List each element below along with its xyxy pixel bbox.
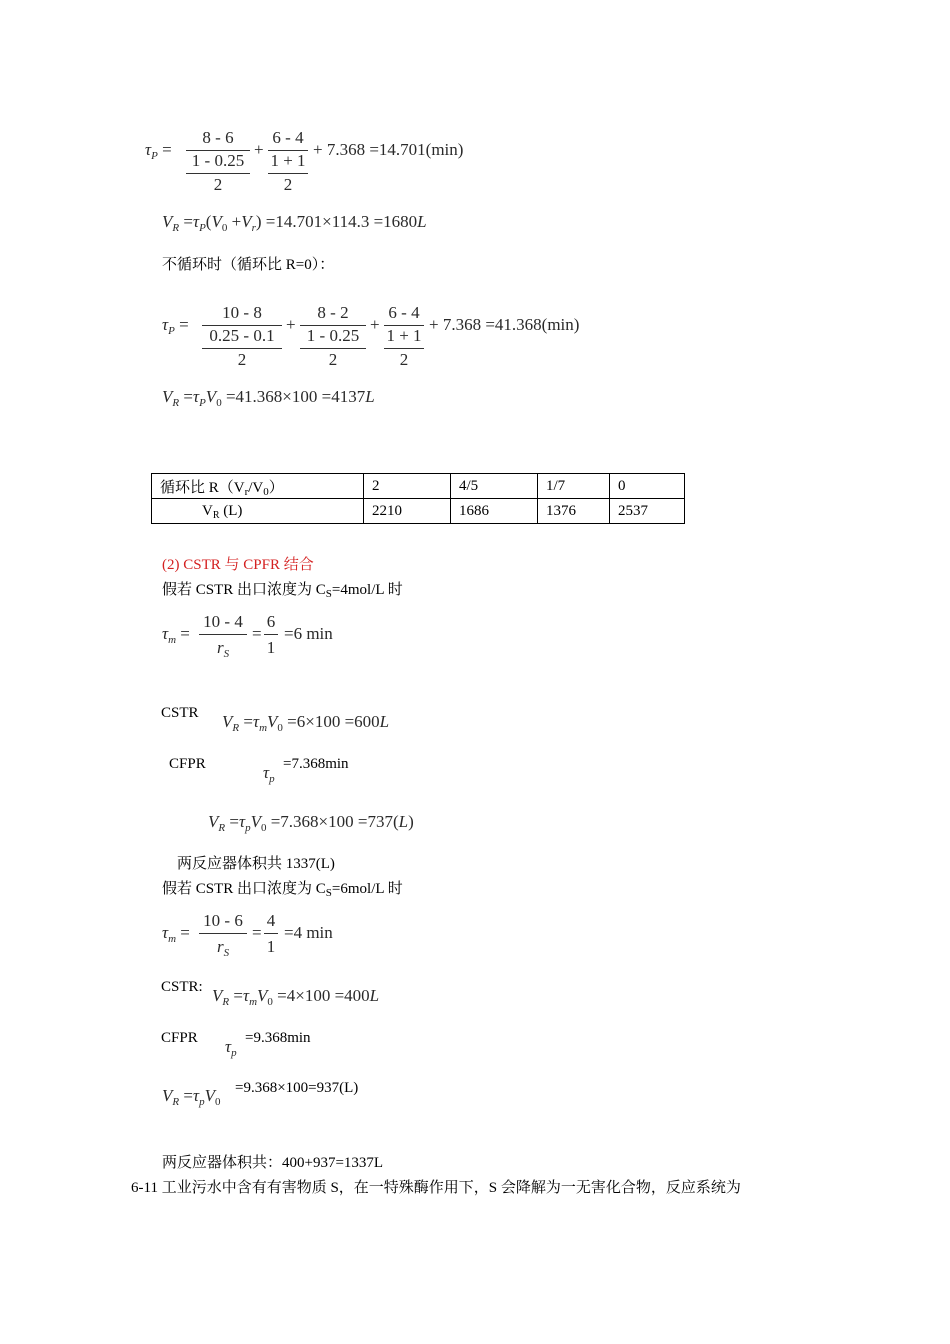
cstr-label: CSTR: <box>161 979 203 995</box>
case1-total: 两反应器体积共 1337(L) <box>177 856 335 872</box>
tau-p-symbol: $\tau_p$ <box>225 1037 237 1059</box>
case2-intro: 假若 CSTR 出口浓度为 $C_S=6mol/L$ 时 <box>162 881 403 899</box>
fraction-numerator: 6 <box>266 612 276 631</box>
fraction-numerator: 4 <box>266 911 276 930</box>
section-heading: (2) CSTR 与 CPFR 结合 <box>162 557 314 573</box>
fraction-bar <box>199 634 247 635</box>
eq-vr-norecycle: $V_R =\tau_PV_0 =41.368\times 100 =4137L$ <box>162 387 375 409</box>
equation-tail: + 7.368 =14.701(min) <box>313 140 464 159</box>
eq-vr-cfpr-case1: $V_R =\tau_pV_0 =7.368\times 100 =737(L)$ <box>208 812 414 834</box>
fraction-denominator: 1 + 1 <box>270 151 306 170</box>
fraction-bar <box>202 348 282 349</box>
fraction-denominator: 2 <box>237 350 247 369</box>
fraction-denominator: $r_S$ <box>216 937 230 959</box>
problem-6-11-text: 6-11 工业污水中含有有害物质 S，在一特殊酶作用下，S 会降解为一无害化合物，反应系统为 <box>131 1180 741 1196</box>
fraction-bar <box>264 933 278 934</box>
no-recycle-label: 不循环时（循环比 R=0）： <box>162 257 335 273</box>
eq-vr-cfpr-case2: $V_R =\tau_pV_0$ <box>162 1086 221 1108</box>
fraction-denominator: 2 <box>213 175 223 194</box>
eq-tau-p-recycle: $\tau_P$ = <box>145 140 172 162</box>
table-cell: $V_R$ (L) <box>152 499 364 524</box>
eq-vr-cfpr-case2-tail: =9.368×100=937(L) <box>235 1080 359 1096</box>
equals-sign: = <box>252 923 262 942</box>
cstr-label: CSTR <box>161 705 199 721</box>
fraction-numerator: 6 - 4 <box>272 128 304 147</box>
table-cell: 2210 <box>364 499 451 524</box>
eq-vr-cstr-case2: $V_R =\tau_mV_0 =4\times 100 =400L$ <box>212 986 380 1008</box>
eq-vr-recycle: $V_R =\tau_P(V_0 +V_r) =14.701\times 114.3 =1680L$ <box>162 212 427 234</box>
table-cell: 循环比 $R(V_r/V_0)$ <box>152 474 364 499</box>
equals-sign: = <box>252 624 262 643</box>
fraction-denominator: 1 <box>266 638 276 657</box>
fraction-numerator: 10 - 6 <box>203 911 243 930</box>
table-row <box>152 499 685 524</box>
fraction-denominator: 2 <box>399 350 409 369</box>
table-cell: 1/7 <box>538 474 610 499</box>
equation-tail: + 7.368 =41.368(min) <box>429 315 580 334</box>
table-row <box>152 474 685 499</box>
fraction-denominator: 2 <box>328 350 338 369</box>
fraction-numerator: 8 - 2 <box>317 303 349 322</box>
plus-sign: + <box>370 315 380 334</box>
case2-total: 两反应器体积共：400+937=1337L <box>162 1155 384 1171</box>
fraction-numerator: 8 - 6 <box>202 128 234 147</box>
cfpr-label: CFPR <box>161 1030 198 1046</box>
eq-vr-cstr-case1: $V_R =\tau_mV_0 =6\times 100 =600L$ <box>222 712 390 734</box>
fraction-denominator: 1 - 0.25 <box>306 326 360 345</box>
eq-tau-p-norecycle: $\tau_P$ = <box>162 315 189 337</box>
eq-tau-m-case1: $\tau_m$ = <box>162 624 190 646</box>
equation-tail: =6 min <box>284 624 333 643</box>
table-cell: 1376 <box>538 499 610 524</box>
recycle-ratio-table <box>151 473 685 524</box>
plus-sign: + <box>254 140 264 159</box>
fraction-bar <box>264 634 278 635</box>
eq-tau-m-case2: $\tau_m$ = <box>162 923 190 945</box>
table-cell: 0 <box>610 474 685 499</box>
fraction-denominator: 1 <box>266 937 276 956</box>
fraction-bar <box>300 348 366 349</box>
fraction-denominator: 1 + 1 <box>386 326 422 345</box>
plus-sign: + <box>286 315 296 334</box>
case1-intro: 假若 CSTR 出口浓度为 $C_S=4mol/L$ 时 <box>162 582 403 600</box>
fraction-bar <box>186 173 250 174</box>
fraction-numerator: 10 - 8 <box>222 303 262 322</box>
fraction-denominator: $r_S$ <box>216 638 230 660</box>
fraction-bar <box>199 933 247 934</box>
cfpr-tau-value: =9.368min <box>245 1030 311 1046</box>
fraction-bar <box>384 348 424 349</box>
fraction-denominator: 0.25 - 0.1 <box>209 326 275 345</box>
table-cell: 2537 <box>610 499 685 524</box>
table-cell: 1686 <box>451 499 538 524</box>
equation-tail: =4 min <box>284 923 333 942</box>
fraction-denominator: 1 - 0.25 <box>191 151 245 170</box>
table-cell: 2 <box>364 474 451 499</box>
fraction-denominator: 2 <box>283 175 293 194</box>
fraction-numerator: 10 - 4 <box>203 612 243 631</box>
table-cell: 4/5 <box>451 474 538 499</box>
fraction-numerator: 6 - 4 <box>388 303 420 322</box>
tau-p-symbol: $\tau_p$ <box>263 763 275 785</box>
fraction-bar <box>268 173 308 174</box>
cfpr-label: CFPR <box>169 756 206 772</box>
cfpr-tau-value: =7.368min <box>283 756 349 772</box>
